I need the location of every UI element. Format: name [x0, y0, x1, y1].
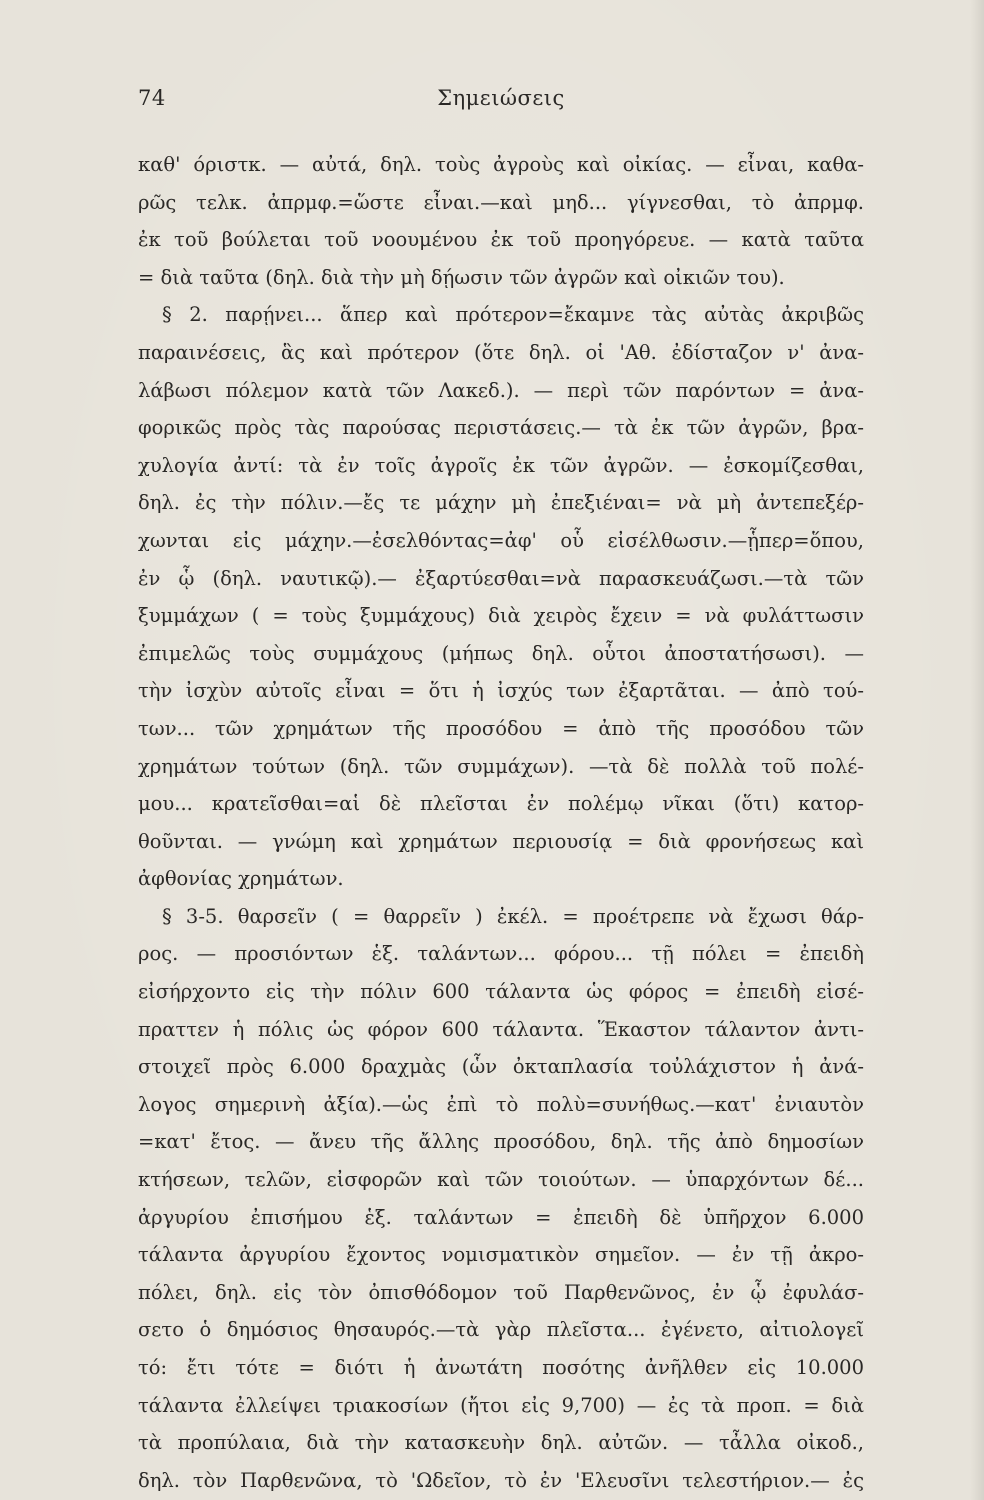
text-line: φορικῶς πρὸς τὰς παρούσας περιστάσεις.— τὰ ἐκ τῶν ἀγρῶν, βρα-	[138, 416, 864, 440]
text-line: τάλαντα ἐλλείψει τριακοσίων (ἤτοι εἰς 9,700) — ἐς τὰ προπ. = διὰ	[138, 1393, 864, 1417]
text-line: ξυμμάχων ( = τοὺς ξυμμάχους) διὰ χειρὸς ἔχειν = νὰ φυλάττωσιν	[138, 604, 864, 628]
text-line: δηλ. ἐς τὴν πόλιν.—ἔς τε μάχην μὴ ἐπεξιέναι= νὰ μὴ ἀντεπεξέρ-	[138, 491, 864, 515]
text-line: χρημάτων τούτων (δηλ. τῶν συμμάχων). —τὰ δὲ πολλὰ τοῦ πολέ-	[138, 754, 864, 778]
text-line: δηλ. τὸν Παρθενῶνα, τὸ 'Ωδεῖον, τὸ ἐν 'Ελευσῖνι τελεστήριον.— ἐς	[138, 1468, 864, 1492]
text-line: χυλογία ἀντί: τὰ ἐν τοῖς ἀγροῖς ἐκ τῶν ἀγρῶν. — ἐσκομίζεσθαι,	[138, 453, 864, 477]
text-line: πραττεν ἡ πόλις ὡς φόρον 600 τάλαντα. Ἕκαστον τάλαντον ἀντι-	[138, 1017, 864, 1041]
text-line: των... τῶν χρημάτων τῆς προσόδου = ἀπὸ τῆς προσόδου τῶν	[138, 716, 864, 740]
text-line: § 2. παρῄνει... ἅπερ καὶ πρότερον=ἔκαμνε τὰς αὐτὰς ἀκριβῶς	[162, 303, 864, 327]
text-line: ἐν ᾧ (δηλ. ναυτικῷ).— ἐξαρτύεσθαι=νὰ παρασκευάζωσι.—τὰ τῶν	[138, 566, 864, 590]
text-line: τό: ἔτι τότε = διότι ἡ ἀνωτάτη ποσότης ἀνῆλθεν εἰς 10.000	[138, 1356, 864, 1379]
text-line: τὴν ἰσχὺν αὐτοῖς εἶναι = ὅτι ἡ ἰσχύς των ἐξαρτᾶται. — ἀπὸ τού-	[138, 679, 864, 703]
page-edge-shadow	[970, 0, 984, 1500]
text-line: ἐκ τοῦ βούλεται τοῦ νοουμένου ἐκ τοῦ προηγόρευε. — κατὰ ταῦτα	[138, 228, 864, 252]
text-line: κτήσεων, τελῶν, εἰσφορῶν καὶ τῶν τοιούτων. — ὑπαρχόντων δέ...	[138, 1168, 864, 1192]
text-line: στοιχεῖ πρὸς 6.000 δραχμὰς (ὧν ὀκταπλασία τοὐλάχιστον ἡ ἀνά-	[138, 1055, 864, 1079]
text-line: λάβωσι πόλεμον κατὰ τῶν Λακεδ.). — περὶ τῶν παρόντων = ἀνα-	[138, 378, 864, 402]
text-line: καθ' όριστκ. — αὐτά, δηλ. τοὺς ἀγροὺς καὶ οἰκίας. — εἶναι, καθα-	[138, 153, 864, 176]
text-line: § 3-5. θαρσεῖν ( = θαρρεῖν ) ἐκέλ. = προέτρεπε νὰ ἔχωσι θάρ-	[162, 904, 864, 928]
running-title: Σημειώσεις	[437, 86, 565, 110]
text-line: παραινέσεις, ἃς καὶ πρότερον (ὅτε δηλ. οἱ 'Αθ. ἐδίσταζον ν' ἀνα-	[138, 340, 864, 364]
text-line: χωνται εἰς μάχην.—ἐσελθόντας=ἀφ' οὗ εἰσέλθωσιν.—ᾗπερ=ὅπου,	[138, 528, 864, 552]
text-line: ἐπιμελῶς τοὺς συμμάχους (μήπως δηλ. οὗτοι ἀποστατήσωσι). —	[138, 641, 864, 665]
text-line: τὰ προπύλαια, διὰ τὴν κατασκευὴν δηλ. αὐτῶν. — τἆλλα οἰκοδ.,	[138, 1431, 864, 1455]
page-number: 74	[138, 86, 166, 110]
text-line: =κατ' ἔτος. — ἄνευ τῆς ἄλλης προσόδου, δηλ. τῆς ἀπὸ δημοσίων	[138, 1130, 864, 1154]
text-line: πόλει, δηλ. εἰς τὸν ὀπισθόδομον τοῦ Παρθενῶνος, ἐν ᾧ ἐφυλάσ-	[138, 1280, 864, 1304]
text-line: ρος. — προσιόντων ἑξ. ταλάντων... φόρου... τῇ πόλει = ἐπειδὴ	[138, 942, 864, 966]
text-line: σετο ὁ δημόσιος θησαυρός.—τὰ γὰρ πλεῖστα... ἐγένετο, αἰτιολογεῖ	[138, 1318, 864, 1342]
page-header	[138, 86, 864, 120]
text-line: ἀφθονίας χρημάτων.	[138, 867, 344, 891]
text-line: = διὰ ταῦτα (δηλ. διὰ τὴν μὴ δῄωσιν τῶν ἀγρῶν καὶ οἰκιῶν του).	[138, 265, 785, 289]
commentary-text	[138, 146, 864, 1499]
text-line: θοῦνται. — γνώμη καὶ χρημάτων περιουσίᾳ = διὰ φρονήσεως καὶ	[138, 829, 864, 853]
text-line: εἰσήρχοντο εἰς τὴν πόλιν 600 τάλαντα ὡς φόρος = ἐπειδὴ εἰσέ-	[138, 980, 864, 1004]
text-line: ἀργυρίου ἐπισήμου ἑξ. ταλάντων = ἐπειδὴ δὲ ὑπῆρχον 6.000	[138, 1205, 864, 1229]
text-line: ρῶς τελκ. ἀπρμφ.=ὥστε εἶναι.—καὶ μηδ... γίγνεσθαι, τὸ ἀπρμφ.	[138, 190, 864, 214]
text-line: λογος σημερινὴ ἀξία).—ὡς ἐπὶ τὸ πολὺ=συνήθως.—κατ' ἐνιαυτὸν	[138, 1092, 864, 1116]
text-line: τάλαντα ἀργυρίου ἔχοντος νομισματικὸν σημεῖον. — ἐν τῇ ἀκρο-	[138, 1243, 864, 1267]
text-line: μου... κρατεῖσθαι=αἱ δὲ πλεῖσται ἐν πολέμῳ νῖκαι (ὅτι) κατορ-	[138, 792, 864, 816]
